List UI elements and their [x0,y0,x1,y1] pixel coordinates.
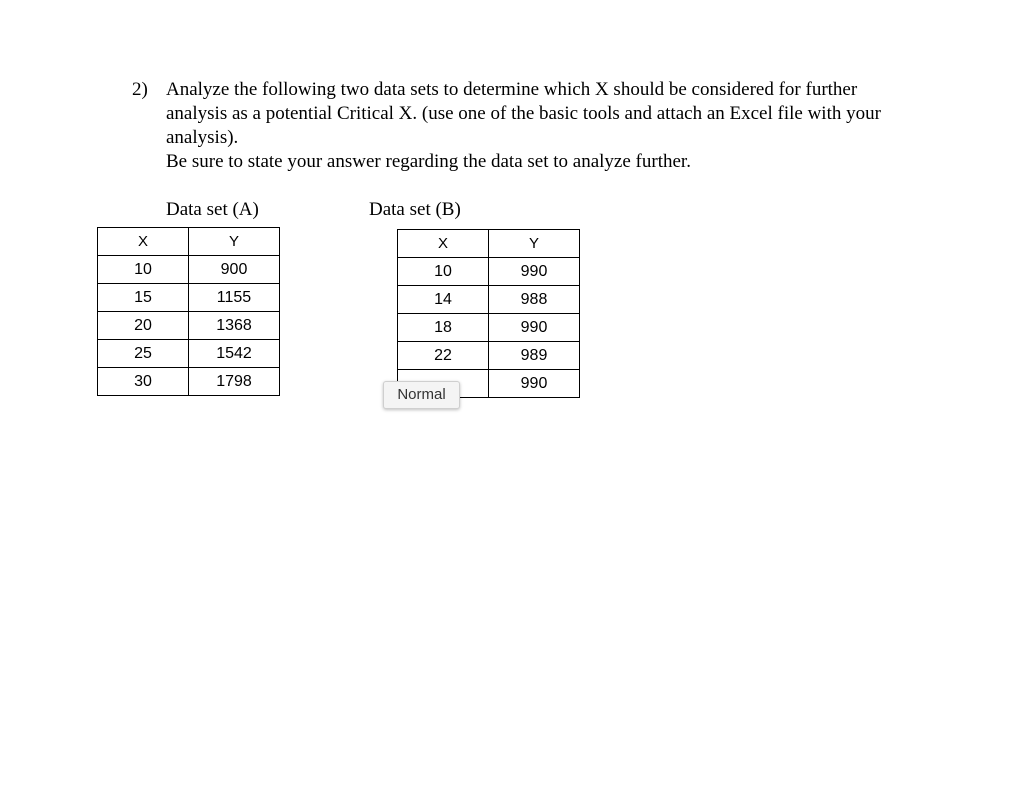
table-row [98,340,280,368]
style-tooltip: Normal [383,381,460,409]
question-text [166,78,966,174]
table-header-row [398,230,580,258]
cell-y[interactable]: 1542 [189,340,280,368]
cell-x[interactable]: 20 [98,312,189,340]
cell-x[interactable]: 25 [98,340,189,368]
cell-x[interactable]: 10 [98,256,189,284]
cell-x[interactable]: 22 [398,342,489,370]
table-row [398,286,580,314]
data-set-b-table [397,229,580,398]
header-cell-y[interactable]: Y [489,230,580,258]
cell-y[interactable]: 989 [489,342,580,370]
cell-x[interactable]: 14 [398,286,489,314]
cell-x[interactable]: 30 [98,368,189,396]
question-line: analysis). [166,127,239,148]
data-set-b-caption: Data set (B) [369,199,461,220]
data-set-a-caption: Data set (A) [166,199,259,220]
table-row [98,312,280,340]
cell-y[interactable]: 990 [489,314,580,342]
cell-y[interactable]: 900 [189,256,280,284]
data-set-a-table [97,227,280,396]
cell-x[interactable]: 15 [98,284,189,312]
table-row [98,368,280,396]
question-line: analysis as a potential Critical X. (use one of the basic tools and attach an Excel file with your [166,103,881,124]
question-line: Analyze the following two data sets to determine which X should be considered for further [166,79,858,100]
table-row [398,314,580,342]
question-number: 2) [132,79,148,100]
header-cell-x[interactable]: X [398,230,489,258]
cell-y[interactable]: 990 [489,370,580,398]
header-cell-x[interactable]: X [98,228,189,256]
cell-y[interactable]: 1155 [189,284,280,312]
table-row [98,284,280,312]
cell-x[interactable]: 10 [398,258,489,286]
table-row [98,256,280,284]
cell-y[interactable]: 988 [489,286,580,314]
cell-y[interactable]: 1798 [189,368,280,396]
table-row [398,258,580,286]
table-row [398,342,580,370]
question-line: Be sure to state your answer regarding the data set to analyze further. [166,151,691,172]
cell-y[interactable]: 990 [489,258,580,286]
cell-y[interactable]: 1368 [189,312,280,340]
table-header-row [98,228,280,256]
cell-x[interactable]: 18 [398,314,489,342]
header-cell-y[interactable]: Y [189,228,280,256]
